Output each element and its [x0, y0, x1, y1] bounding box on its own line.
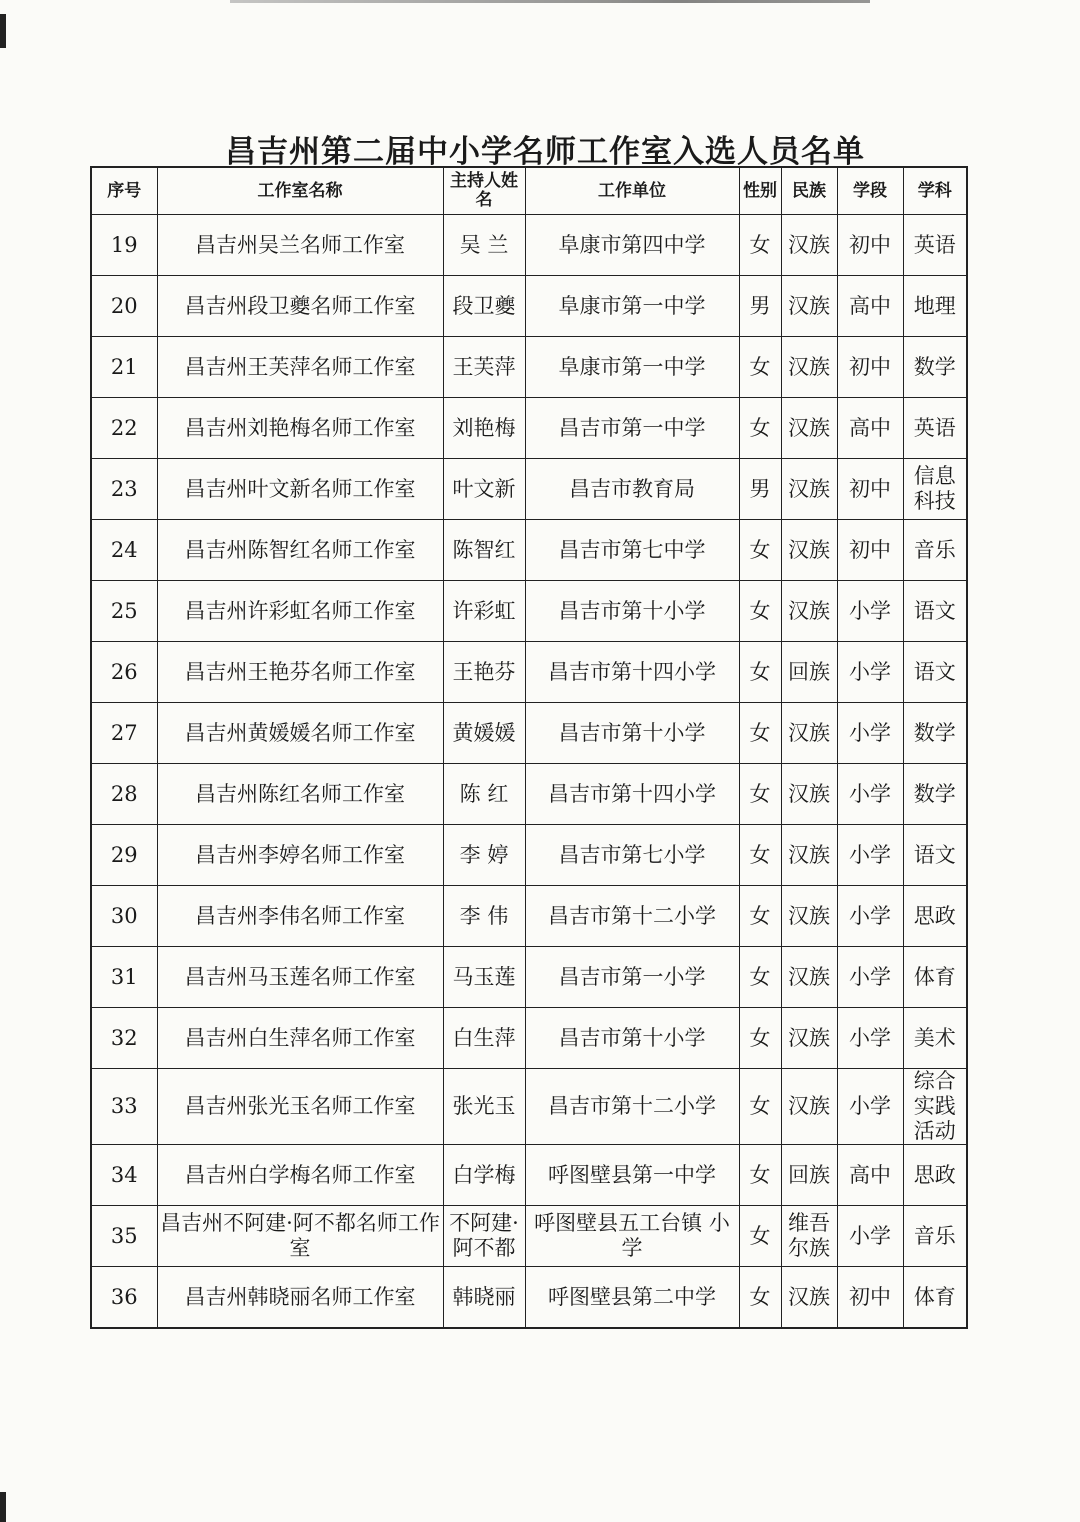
cell-stage: 初中	[837, 1267, 903, 1329]
cell-unit: 昌吉市第十小学	[525, 581, 739, 642]
cell-seq: 23	[91, 459, 157, 520]
cell-studio: 昌吉州张光玉名师工作室	[157, 1069, 443, 1145]
cell-gender: 女	[739, 642, 781, 703]
cell-subject: 数学	[903, 764, 967, 825]
table-row	[91, 520, 967, 581]
cell-subject: 英语	[903, 398, 967, 459]
cell-ethnicity: 回族	[781, 642, 837, 703]
cell-unit: 阜康市第四中学	[525, 215, 739, 276]
cell-unit: 昌吉市第七小学	[525, 825, 739, 886]
cell-studio: 昌吉州段卫夔名师工作室	[157, 276, 443, 337]
cell-seq: 28	[91, 764, 157, 825]
cell-studio: 昌吉州韩晓丽名师工作室	[157, 1267, 443, 1329]
header-ethnicity: 民族	[781, 167, 837, 215]
cell-gender: 女	[739, 581, 781, 642]
cell-unit: 昌吉市第一中学	[525, 398, 739, 459]
header-row	[91, 167, 967, 215]
cell-gender: 女	[739, 1069, 781, 1145]
cell-gender: 女	[739, 825, 781, 886]
cell-unit: 昌吉市第十二小学	[525, 886, 739, 947]
cell-seq: 30	[91, 886, 157, 947]
page-title: 昌吉州第二届中小学名师工作室入选人员名单	[225, 134, 865, 170]
cell-studio: 昌吉州叶文新名师工作室	[157, 459, 443, 520]
cell-studio: 昌吉州刘艳梅名师工作室	[157, 398, 443, 459]
cell-ethnicity: 汉族	[781, 215, 837, 276]
cell-stage: 小学	[837, 886, 903, 947]
cell-studio: 昌吉州李伟名师工作室	[157, 886, 443, 947]
cell-gender: 男	[739, 276, 781, 337]
cell-ethnicity: 维吾尔族	[781, 1206, 837, 1267]
cell-ethnicity: 汉族	[781, 398, 837, 459]
cell-host: 黄媛媛	[443, 703, 525, 764]
cell-studio: 昌吉州白生萍名师工作室	[157, 1008, 443, 1069]
cell-seq: 22	[91, 398, 157, 459]
cell-unit: 呼图壁县第二中学	[525, 1267, 739, 1329]
cell-ethnicity: 回族	[781, 1145, 837, 1206]
cell-studio: 昌吉州李婷名师工作室	[157, 825, 443, 886]
cell-host: 吴 兰	[443, 215, 525, 276]
table-row	[91, 947, 967, 1008]
cell-stage: 高中	[837, 398, 903, 459]
cell-ethnicity: 汉族	[781, 825, 837, 886]
cell-ethnicity: 汉族	[781, 520, 837, 581]
cell-gender: 女	[739, 520, 781, 581]
cell-unit: 呼图壁县五工台镇 小学	[525, 1206, 739, 1267]
table-row	[91, 642, 967, 703]
cell-stage: 初中	[837, 459, 903, 520]
cell-gender: 女	[739, 337, 781, 398]
cell-host: 张光玉	[443, 1069, 525, 1145]
cell-stage: 小学	[837, 947, 903, 1008]
cell-subject: 语文	[903, 581, 967, 642]
table-row	[91, 825, 967, 886]
cell-seq: 20	[91, 276, 157, 337]
cell-ethnicity: 汉族	[781, 1267, 837, 1329]
header-stage: 学段	[837, 167, 903, 215]
cell-stage: 小学	[837, 1008, 903, 1069]
table-row	[91, 276, 967, 337]
header-subject: 学科	[903, 167, 967, 215]
cell-subject: 音乐	[903, 1206, 967, 1267]
cell-subject: 语文	[903, 825, 967, 886]
cell-unit: 昌吉市第一小学	[525, 947, 739, 1008]
table-row	[91, 1267, 967, 1329]
scan-edge-mark	[0, 14, 6, 48]
cell-subject: 综合实践活动	[903, 1069, 967, 1145]
cell-subject: 英语	[903, 215, 967, 276]
cell-ethnicity: 汉族	[781, 886, 837, 947]
cell-host: 李 伟	[443, 886, 525, 947]
cell-stage: 小学	[837, 825, 903, 886]
cell-stage: 小学	[837, 1069, 903, 1145]
cell-stage: 小学	[837, 1206, 903, 1267]
table-row	[91, 337, 967, 398]
cell-gender: 女	[739, 1008, 781, 1069]
cell-studio: 昌吉州黄媛媛名师工作室	[157, 703, 443, 764]
cell-seq: 34	[91, 1145, 157, 1206]
cell-unit: 昌吉市第十小学	[525, 703, 739, 764]
table-row	[91, 1008, 967, 1069]
cell-subject: 体育	[903, 1267, 967, 1329]
cell-ethnicity: 汉族	[781, 703, 837, 764]
table-row	[91, 1069, 967, 1145]
cell-host: 陈智红	[443, 520, 525, 581]
cell-subject: 音乐	[903, 520, 967, 581]
cell-studio: 昌吉州陈智红名师工作室	[157, 520, 443, 581]
cell-ethnicity: 汉族	[781, 581, 837, 642]
cell-host: 白学梅	[443, 1145, 525, 1206]
cell-gender: 女	[739, 398, 781, 459]
cell-studio: 昌吉州王芙萍名师工作室	[157, 337, 443, 398]
cell-seq: 26	[91, 642, 157, 703]
cell-host: 白生萍	[443, 1008, 525, 1069]
table-row	[91, 1145, 967, 1206]
cell-host: 许彩虹	[443, 581, 525, 642]
roster-body	[91, 215, 967, 1329]
cell-seq: 31	[91, 947, 157, 1008]
cell-seq: 21	[91, 337, 157, 398]
cell-gender: 女	[739, 1267, 781, 1329]
cell-unit: 昌吉市教育局	[525, 459, 739, 520]
cell-stage: 高中	[837, 276, 903, 337]
cell-subject: 语文	[903, 642, 967, 703]
cell-gender: 女	[739, 703, 781, 764]
cell-seq: 29	[91, 825, 157, 886]
cell-unit: 昌吉市第十二小学	[525, 1069, 739, 1145]
cell-unit: 阜康市第一中学	[525, 337, 739, 398]
header-gender: 性别	[739, 167, 781, 215]
cell-ethnicity: 汉族	[781, 276, 837, 337]
cell-seq: 24	[91, 520, 157, 581]
cell-seq: 27	[91, 703, 157, 764]
cell-studio: 昌吉州陈红名师工作室	[157, 764, 443, 825]
cell-seq: 32	[91, 1008, 157, 1069]
cell-host: 王艳芬	[443, 642, 525, 703]
cell-host: 陈 红	[443, 764, 525, 825]
header-host: 主持人姓名	[443, 167, 525, 215]
cell-subject: 数学	[903, 703, 967, 764]
cell-stage: 小学	[837, 703, 903, 764]
cell-unit: 呼图壁县第一中学	[525, 1145, 739, 1206]
cell-studio: 昌吉州白学梅名师工作室	[157, 1145, 443, 1206]
cell-gender: 女	[739, 886, 781, 947]
cell-ethnicity: 汉族	[781, 947, 837, 1008]
table-row	[91, 215, 967, 276]
cell-seq: 25	[91, 581, 157, 642]
cell-host: 李 婷	[443, 825, 525, 886]
cell-seq: 19	[91, 215, 157, 276]
cell-host: 不阿建·阿不都	[443, 1206, 525, 1267]
cell-subject: 地理	[903, 276, 967, 337]
cell-stage: 小学	[837, 642, 903, 703]
cell-gender: 女	[739, 1145, 781, 1206]
table-row	[91, 764, 967, 825]
cell-host: 刘艳梅	[443, 398, 525, 459]
cell-studio: 昌吉州吴兰名师工作室	[157, 215, 443, 276]
cell-subject: 数学	[903, 337, 967, 398]
cell-subject: 体育	[903, 947, 967, 1008]
cell-host: 韩晓丽	[443, 1267, 525, 1329]
cell-host: 马玉莲	[443, 947, 525, 1008]
cell-subject: 信息科技	[903, 459, 967, 520]
cell-gender: 女	[739, 764, 781, 825]
cell-stage: 高中	[837, 1145, 903, 1206]
cell-subject: 思政	[903, 886, 967, 947]
cell-gender: 女	[739, 1206, 781, 1267]
cell-gender: 女	[739, 215, 781, 276]
cell-studio: 昌吉州王艳芬名师工作室	[157, 642, 443, 703]
cell-ethnicity: 汉族	[781, 1069, 837, 1145]
table-row	[91, 1206, 967, 1267]
header-studio: 工作室名称	[157, 167, 443, 215]
cell-unit: 阜康市第一中学	[525, 276, 739, 337]
cell-ethnicity: 汉族	[781, 459, 837, 520]
scan-edge-mark	[0, 1492, 6, 1522]
cell-subject: 思政	[903, 1145, 967, 1206]
cell-stage: 小学	[837, 764, 903, 825]
cell-host: 叶文新	[443, 459, 525, 520]
cell-stage: 初中	[837, 520, 903, 581]
header-unit: 工作单位	[525, 167, 739, 215]
cell-gender: 女	[739, 947, 781, 1008]
table-row	[91, 886, 967, 947]
cell-stage: 初中	[837, 215, 903, 276]
cell-ethnicity: 汉族	[781, 337, 837, 398]
cell-seq: 33	[91, 1069, 157, 1145]
cell-seq: 36	[91, 1267, 157, 1329]
cell-stage: 小学	[837, 581, 903, 642]
table-row	[91, 398, 967, 459]
cell-ethnicity: 汉族	[781, 764, 837, 825]
scan-edge-line	[230, 0, 870, 3]
table-row	[91, 459, 967, 520]
cell-subject: 美术	[903, 1008, 967, 1069]
roster-table	[90, 166, 968, 1329]
table-row	[91, 581, 967, 642]
cell-host: 段卫夔	[443, 276, 525, 337]
cell-unit: 昌吉市第十小学	[525, 1008, 739, 1069]
cell-studio: 昌吉州马玉莲名师工作室	[157, 947, 443, 1008]
cell-unit: 昌吉市第七中学	[525, 520, 739, 581]
cell-unit: 昌吉市第十四小学	[525, 642, 739, 703]
cell-studio: 昌吉州许彩虹名师工作室	[157, 581, 443, 642]
cell-gender: 男	[739, 459, 781, 520]
cell-unit: 昌吉市第十四小学	[525, 764, 739, 825]
cell-studio: 昌吉州不阿建·阿不都名师工作室	[157, 1206, 443, 1267]
cell-stage: 初中	[837, 337, 903, 398]
cell-ethnicity: 汉族	[781, 1008, 837, 1069]
cell-seq: 35	[91, 1206, 157, 1267]
header-seq: 序号	[91, 167, 157, 215]
cell-host: 王芙萍	[443, 337, 525, 398]
table-row	[91, 703, 967, 764]
